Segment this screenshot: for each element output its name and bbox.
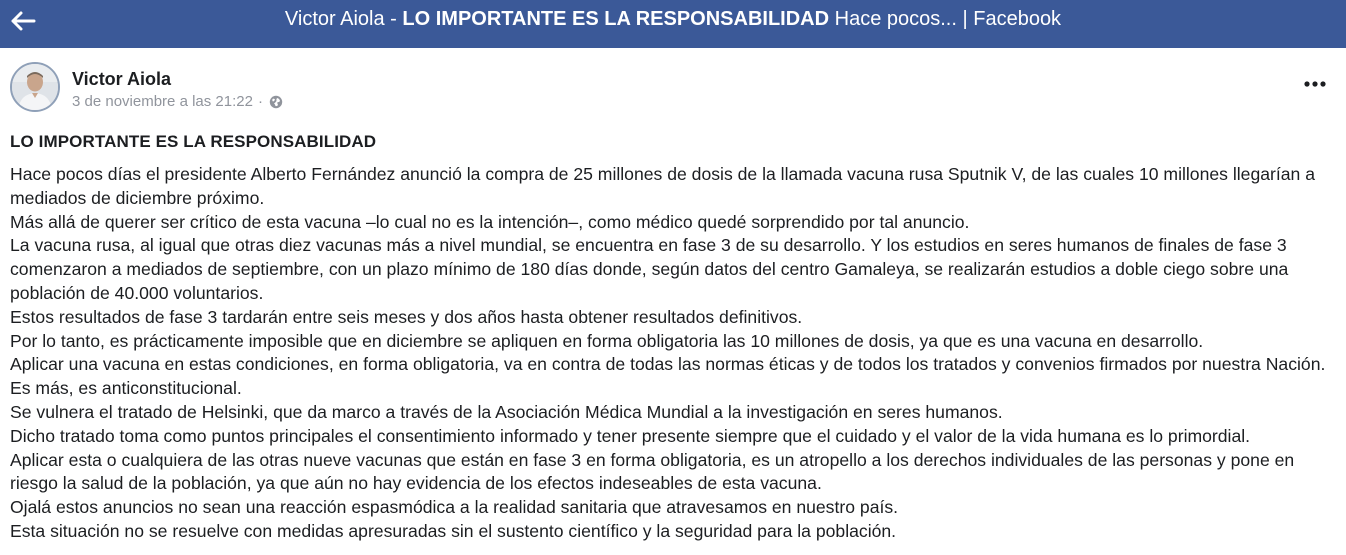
post-header <box>0 48 1346 128</box>
page-title-prefix: Victor Aiola - <box>284 8 403 30</box>
post-paragraph: Aplicar una vacuna en estas condiciones, en forma obligatoria, va en contra de todas las normas éticas y de todos los tratados y convenios firmados por nuestra Nación. Es más, es anticonstitucional. <box>10 354 1326 399</box>
post-timestamp[interactable]: 3 de noviembre a las 21:22 <box>72 93 253 110</box>
page-title <box>0 7 1346 31</box>
post-paragraph: Hace pocos días el presidente Alberto Fernández anunció la compra de 25 millones de dosis de la llamada vacuna rusa Sputnik V, de las cuales 10 millones llegarían a mediados de diciembre próximo. <box>10 164 1316 208</box>
post-paragraph: Por lo tanto, es prácticamente imposible que en diciembre se apliquen en forma obligatoria las 10 millones de dosis, ya que es una vacuna en desarrollo. <box>10 330 1204 351</box>
post-heading: LO IMPORTANTE ES LA RESPONSABILIDAD <box>10 132 377 151</box>
meta-separator: · <box>257 93 263 110</box>
top-bar <box>0 0 1346 48</box>
author-name[interactable]: Victor Aiola <box>72 69 172 89</box>
page-title-bold: LO IMPORTANTE ES LA RESPONSABILIDAD <box>402 8 830 30</box>
post-paragraph: Aplicar esta o cualquiera de las otras nueve vacunas que están en fase 3 en forma obligatoria, es un atropello a los derechos individuales de las personas y pone en riesgo la salud de la población, ya que aún no hay evidencia de los efectos indeseables de esta vacuna. <box>10 449 1295 494</box>
page-title-suffix: Hace pocos... | Facebook <box>829 8 1062 30</box>
avatar[interactable] <box>10 62 60 112</box>
globe-icon[interactable] <box>269 95 283 109</box>
post-body <box>10 132 1336 544</box>
more-options-icon <box>1302 76 1328 92</box>
post-paragraph: Ojalá estos anuncios no sean una reacción espasmódica a la realidad sanitaria que atravesamos en nuestro país. <box>10 497 899 518</box>
avatar-photo <box>12 64 58 110</box>
post-paragraph: Dicho tratado toma como puntos principales el consentimiento informado y tener presente siempre que el cuidado y el valor de la vida humana es lo primordial. <box>10 425 1251 446</box>
post-paragraph: Se vulnera el tratado de Helsinki, que da marco a través de la Asociación Médica Mundial a la investigación en seres humanos. <box>10 401 1003 422</box>
post-paragraph: Esta situación no se resuelve con medidas apresuradas sin el sustento científico y la seguridad para la población. <box>10 520 897 541</box>
post-meta <box>72 93 283 110</box>
post-paragraph: Estos resultados de fase 3 tardarán entre seis meses y dos años hasta obtener resultados definitivos. <box>10 306 803 327</box>
post-paragraph: La vacuna rusa, al igual que otras diez vacunas más a nivel mundial, se encuentra en fase 3 de su desarrollo. Y los estudios en seres humanos de finales de fase 3 comenzaron a mediados de septiembre, con un plazo mínimo de 180 días donde, según datos del centro Gamaleya, se realizarán estudios a doble ciego sobre una población de 40.000 voluntarios. <box>10 235 1289 303</box>
post-paragraph: Más allá de querer ser crítico de esta vacuna –lo cual no es la intención–, como médico quedé sorprendido por tal anuncio. <box>10 211 970 232</box>
more-options-button[interactable] <box>1302 76 1328 92</box>
